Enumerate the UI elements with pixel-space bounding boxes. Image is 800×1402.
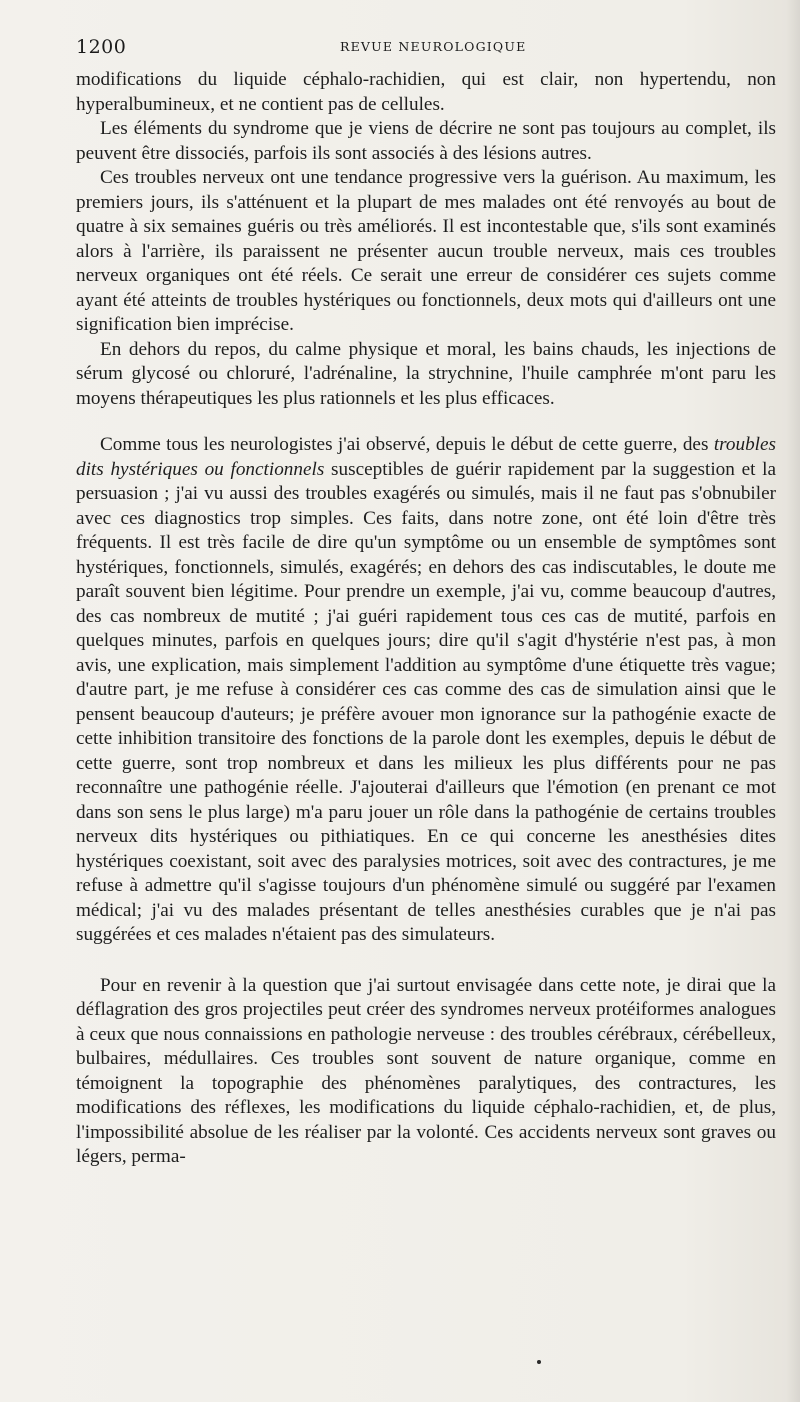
paragraph-text-end: susceptibles de guérir rapidement par la suggestion et la persuasion ; j'ai vu aussi des troubles exagérés ou simulés, mais il ne faut pas s'obnubiler avec ces diagnostics trop simples. Ces faits, dans notre zone, ont été loin d'être très fréquents. Il est très facile de dire qu'un symptôme ou un ensemble de symptômes sont hystériques, fonctionnels, simulés, exagérés; en dehors des cas indiscutables, le doute me paraît souvent bien légitime. Pour prendre un exemple, j'ai vu, comme beaucoup d'autres, des cas nombreux de mutité ; j'ai guéri rapidement tous ces cas de mutité, parfois en quelques minutes, parfois en quelques jours; dire qu'il s'agit d'hystérie n'est pas, à mon avis, une explication, mais simplement l'addition au symptôme d'une étiquette très vague; d'autre part, je me refuse à considérer ces cas comme des cas de simulation ainsi que le pensent beaucoup d'auteurs; je préfère avouer mon ignorance sur la pathogénie exacte de cette inhibition transitoire des fonctions de la parole dont les exemples, depuis le début de cette guerre, sont trop nombreux et dans les milieux les plus différents pour ne pas reconnaître une pathogénie réelle. J'ajouterai d'ailleurs que l'émotion (en prenant ce mot dans son sens le plus large) m'a paru jouer un rôle dans la pathogénie de certains troubles nerveux dits hystériques ou pithiatiques. En ce qui concerne les anesthésies dites hystériques coexistant, soit avec des paralysies motrices, soit avec des contractures, je me refuse à admettre qu'il s'agisse toujours d'un phénomène simulé ou suggéré par l'examen médical; j'ai vu des malades présentant de telles anesthésies curables que je n'ai pas suggérées et ces malades n'étaient pas des simulateurs. — [76, 458, 776, 945]
paragraph-hysterical-troubles — [76, 433, 776, 948]
paragraph-syndrome-elements: Les éléments du syndrome que je viens de décrire ne sont pas toujours au complet, ils peuvent être dissociés, parfois ils sont associés à des lésions autres. — [76, 118, 776, 164]
paragraph-csf-findings: modifications du liquide céphalo-rachidien, qui est clair, non hypertendu, non hyperalbumineux, et ne contient pas de cellules. — [76, 69, 776, 115]
article-body — [76, 68, 776, 1170]
paragraph-treatment: En dehors du repos, du calme physique et moral, les bains chauds, les injections de sérum glycosé ou chloruré, l'adrénaline, la strychnine, l'huile camphrée m'ont paru les moyens thérapeutiques les plus rationnels et les plus efficaces. — [76, 338, 776, 409]
print-speck — [537, 1360, 541, 1364]
italic-term: troubles dits hystériques ou fonctionnels — [76, 434, 776, 480]
paragraph-progression: Ces troubles nerveux ont une tendance progressive vers la guérison. Au maximum, les premiers jours, ils s'atténuent et la plupart de mes malades ont été renvoyés au bout de quatre à six semaines guéris ou très améliorés. Il est incontestable que, s'ils sont examinés alors à l'arrière, ils paraissent ne présenter aucun trouble nerveux, mais ces troubles nerveux organiques ont été réels. Ce serait une erreur de considérer ces sujets comme ayant été atteints de troubles hystériques ou fonctionnels, deux mots qui d'ailleurs ont une signification bien imprécise. — [76, 167, 776, 335]
running-title: REVUE NEUROLOGIQUE — [340, 39, 527, 54]
page-number: 1200 — [76, 36, 127, 58]
page-header — [76, 36, 776, 60]
paragraph-text-start: Comme tous les neurologistes j'ai observé, depuis le début de cette guerre, des — [100, 434, 714, 455]
page-edge-shadow — [786, 0, 800, 1402]
paragraph-conclusion: Pour en revenir à la question que j'ai surtout envisagée dans cette note, je dirai que la déflagration des gros projectiles peut créer des syndromes nerveux protéiformes analogues à ceux que nous connaissions en pathologie nerveuse : des troubles cérébraux, cérébelleux, bulbaires, médullaires. Ces troubles sont souvent de nature organique, comme en témoignent la topographie des phénomènes paralytiques, des contractures, les modifications des réflexes, les modifications du liquide céphalo-rachidien, et, de plus, l'impossibilité absolue de les réaliser par la volonté. Ces accidents nerveux sont graves ou légers, perma- — [76, 974, 776, 1167]
